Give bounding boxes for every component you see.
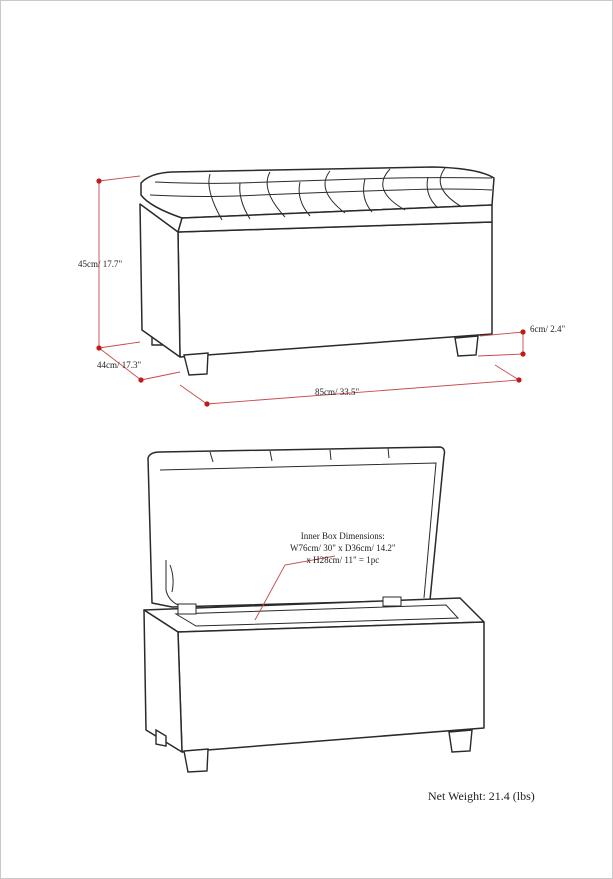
front-leg-left [184,749,208,772]
depth-dimension-label: 44cm/ 17.3" [97,360,142,370]
front-leg-right [455,336,478,356]
leg-height-dimension-label: 6cm/ 2.4" [530,324,566,334]
open-lid [148,447,445,607]
ottoman-body-side [140,204,180,357]
dimension-dot [520,351,525,356]
leg-guide-bottom [478,354,523,356]
dimension-dot [520,329,525,334]
depth-guide [141,372,180,380]
net-weight-label: Net Weight: 21.4 (lbs) [428,789,535,803]
ottoman-body-front [178,222,492,357]
front-leg-right [449,730,472,752]
hinge [178,604,196,614]
open-ottoman [144,447,484,772]
hinge [383,597,401,606]
dimension-dot [516,377,521,382]
height-dimension-label: 45cm/ 17.7" [78,259,123,269]
front-leg-left [184,353,208,375]
closed-ottoman [140,167,494,375]
inner-box-line-3: x H28cm/ 11" = 1pc [306,555,380,565]
height-guide-bottom [99,342,140,348]
width-dimension-label: 85cm/ 33.5" [315,387,360,397]
ottoman-body-side [144,610,182,752]
width-line [207,380,519,404]
width-guide-right [495,365,519,380]
dimension-dot [96,345,101,350]
ottoman-body-front [178,622,484,752]
dimension-dot [96,178,101,183]
inner-box-dimensions-label [290,530,396,566]
width-guide-left [180,385,207,404]
inner-box-line-2: W76cm/ 30" x D36cm/ 14.2" [290,543,396,553]
height-guide-top [99,176,140,181]
dimension-dot [204,401,209,406]
dimension-dot [138,377,143,382]
inner-box-line-1: Inner Box Dimensions: [300,531,385,541]
